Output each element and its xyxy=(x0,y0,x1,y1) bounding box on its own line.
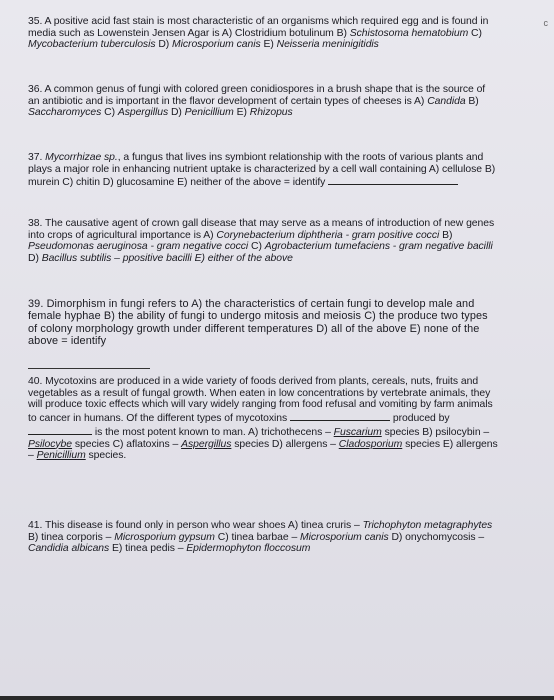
q36-e-label: E) xyxy=(233,107,250,119)
question-41 xyxy=(28,520,498,555)
q40-options-start: is the most potent known to man. A) trichothecens – xyxy=(92,426,334,438)
edge-letter: c xyxy=(543,18,548,28)
q40-end: species. xyxy=(85,450,127,462)
q36-c-label: C) xyxy=(101,107,118,119)
q40-aspergillus: Aspergillus xyxy=(181,438,232,450)
q41-b-label: B) tinea corporis – xyxy=(28,531,115,543)
q41-e-label: E) tinea pedis – xyxy=(109,543,187,555)
q38-note-b: - gram negative cocci xyxy=(147,241,249,253)
q40-stem: 40. Mycotoxins are produced in a wide variety of foods derived from plants, cereals, nuts, fruits and vegetables as a result of fungal growth. When eaten in low concentrations by vertebrate animals, they will produce toxic effects which will vary widely ranging from food refusal and vomiting by farm animals to cancer in humans. Of the different types of mycotoxins xyxy=(28,376,493,425)
bottom-edge xyxy=(0,696,554,700)
q40-blank-1[interactable] xyxy=(290,411,390,421)
q35-c-label: C) xyxy=(468,27,482,39)
q35-stem: 35. A positive acid fast stain is most characteristic of an organisms which required egg and is found in media such as Lowenstein Jensen Agar is A) Clostridium botulinum B) xyxy=(28,16,489,39)
q40-option-d-label: species D) allergens – xyxy=(231,438,339,450)
question-36 xyxy=(28,84,498,119)
q35-option-e: Neisseria meninigitidis xyxy=(276,39,379,51)
q36-option-e: Rhizopus xyxy=(249,107,293,119)
q37-term: Mycorrhizae sp. xyxy=(45,152,118,163)
q38-option-e: E) either of the above xyxy=(194,253,293,265)
q37-stem: , a fungus that lives ins symbiont relationship with the roots of various plants and plays a major role in enhancing nutrient uptake is characterized by a cell wall containing A) cellulose B) murein C) chitin D) glucosamine E) neither of the above = identify xyxy=(28,152,496,189)
question-35 xyxy=(28,16,498,51)
question-40 xyxy=(28,376,498,462)
q38-option-a: Corynebacterium diphtheria xyxy=(216,229,343,241)
q35-option-b: Schistosoma hematobium xyxy=(349,27,469,39)
q41-option-a: Trichophyton metagraphytes xyxy=(362,520,493,531)
q40-mid: produced by xyxy=(390,413,450,425)
q41-c-label: C) tinea barbae – xyxy=(214,531,301,543)
q40-option-b-label: species B) psilocybin – xyxy=(381,426,490,438)
q38-note-d: – ppositive bacilli xyxy=(111,253,195,265)
q38-c-label: C) xyxy=(248,241,265,253)
q36-option-c: Aspergillus xyxy=(117,107,169,119)
q41-option-b: Microsporium gypsum xyxy=(114,531,215,543)
q36-option-a: Candida xyxy=(427,95,466,107)
q40-fuscarium: Fuscarium xyxy=(333,426,382,438)
q41-option-c: Microsporium canis xyxy=(300,531,389,543)
q37-answer-blank[interactable] xyxy=(328,175,458,185)
question-39 xyxy=(28,298,498,347)
q38-stem: 38. The causative agent of crown gall disease that may serve as a means of introduction of new genes into crops of agricultural importance is A) xyxy=(28,218,495,241)
question-37 xyxy=(28,152,498,189)
q38-option-b: Pseudomonas aeruginosa xyxy=(28,241,148,253)
q40-option-c-label: species C) aflatoxins – xyxy=(72,438,182,450)
q35-e-label: E) xyxy=(260,39,277,51)
q35-option-c: Mycobacterium tuberculosis xyxy=(28,39,156,51)
q37-number: 37. xyxy=(28,152,46,163)
q36-option-b: Saccharomyces xyxy=(28,107,102,119)
q38-b-label: B) xyxy=(442,229,453,241)
q38-option-c: Agrobacterium tumefaciens xyxy=(264,241,390,253)
q40-penicillium: Penicillium xyxy=(36,450,86,462)
q41-stem: 41. This disease is found only in person who wear shoes A) tinea cruris – xyxy=(28,520,363,531)
q40-blank-2[interactable] xyxy=(28,425,92,435)
q41-option-d: Candidia albicans xyxy=(28,543,110,555)
q36-b-label: B) xyxy=(465,95,479,107)
q38-d-label: D) xyxy=(28,253,42,265)
q40-option-e-label: species E) allergens – xyxy=(28,438,498,462)
q36-option-d: Penicillium xyxy=(184,107,234,119)
q35-d-label: D) xyxy=(155,39,173,51)
q40-psilocybe: Psilocybe xyxy=(28,438,73,450)
q39-answer-blank[interactable] xyxy=(28,368,150,369)
q41-d-label: D) onychomycosis – xyxy=(388,531,485,543)
q38-note-c: - gram negative bacilli xyxy=(389,241,493,253)
q39-stem: 39. Dimorphism in fungi refers to A) the characteristics of certain fungi to develop male and female hyphae B) the ability of fungi to undergo mitosis and meiosis C) the produce two types of colony morphology growth under different temperatures D) all of the above E) none of the above = identify xyxy=(28,298,488,347)
q40-cladosporium: Cladosporium xyxy=(338,438,403,450)
question-38 xyxy=(28,218,498,265)
q35-option-d: Microsporium canis xyxy=(172,39,261,51)
q41-option-e: Epidermophyton floccosum xyxy=(186,543,311,555)
q38-note-a: - gram positive cocci xyxy=(342,229,443,241)
q38-option-d: Bacillus subtilis xyxy=(41,253,112,265)
q36-stem: 36. A common genus of fungi with colored green conidiospores in a brush shape that is the source of an antibiotic and is important in the flavor development of certain types of cheeses is A) xyxy=(28,84,486,107)
q36-d-label: D) xyxy=(168,107,185,119)
